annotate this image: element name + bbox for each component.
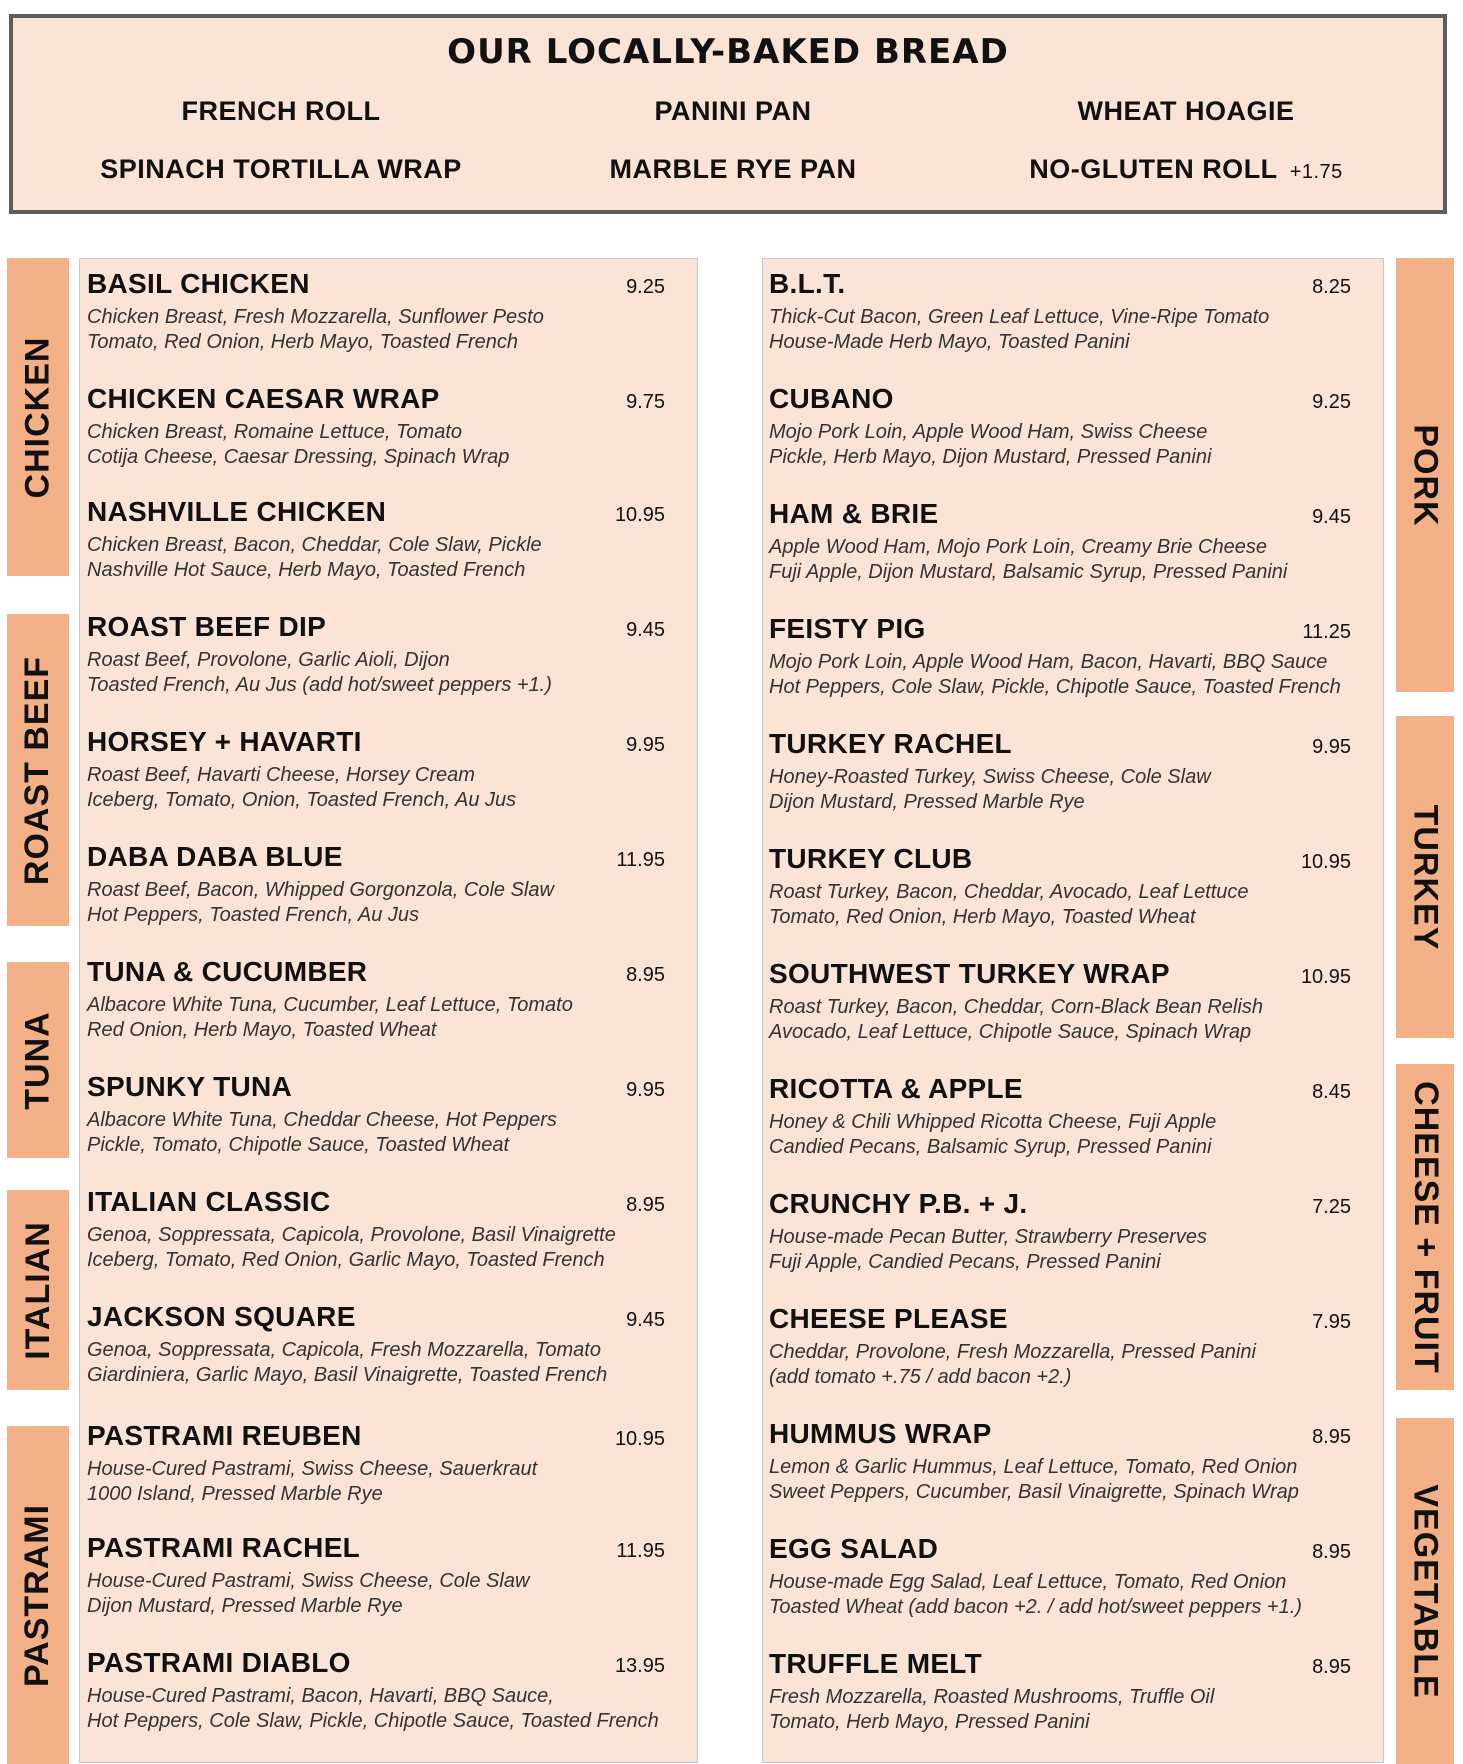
bread-title: OUR LOCALLY-BAKED BREAD — [447, 32, 1009, 72]
category-tab-pork — [1396, 258, 1454, 692]
item-description — [769, 1455, 1299, 1505]
menu-item-basil-chicken — [87, 268, 665, 378]
menu-item-feisty-pig — [769, 613, 1369, 723]
item-description-line: House-Cured Pastrami, Bacon, Havarti, BBQ Sauce, — [87, 1685, 554, 1707]
item-description-line: Red Onion, Herb Mayo, Toasted Wheat — [87, 1019, 437, 1041]
menu-item-tuna-cucumber — [87, 956, 665, 1066]
item-price: 9.75 — [626, 391, 665, 413]
item-name: SOUTHWEST TURKEY WRAP — [769, 958, 1170, 989]
menu-item-jackson-square — [87, 1301, 665, 1411]
item-price: 13.95 — [614, 1655, 665, 1677]
item-description-line: Cheddar, Provolone, Fresh Mozzarella, Pressed Panini — [769, 1341, 1256, 1363]
item-description-line: Chicken Breast, Romaine Lettuce, Tomato — [87, 421, 463, 443]
item-description — [769, 1685, 1214, 1735]
menu-item-horsey-havarti — [87, 726, 665, 836]
menu-item-blt — [769, 268, 1351, 378]
item-description-line: Toasted Wheat (add bacon +2. / add hot/sweet peppers +1.) — [769, 1596, 1302, 1618]
item-price: 11.95 — [616, 849, 665, 871]
item-name: TURKEY RACHEL — [769, 728, 1012, 759]
item-description-line: Avocado, Leaf Lettuce, Chipotle Sauce, Spinach Wrap — [769, 1021, 1252, 1043]
bread-label: NO-GLUTEN ROLL — [1029, 154, 1278, 184]
item-description-line: (add tomato +.75 / add bacon +2.) — [769, 1366, 1072, 1388]
bread-label: FRENCH ROLL — [181, 96, 381, 126]
item-name: HORSEY + HAVARTI — [87, 726, 362, 757]
item-description-line: Genoa, Soppressata, Capicola, Provolone, Basil Vinaigrette — [87, 1224, 616, 1246]
item-name: CHEESE PLEASE — [769, 1303, 1008, 1334]
item-description-line: Honey-Roasted Turkey, Swiss Cheese, Cole Slaw — [769, 766, 1211, 788]
item-description — [769, 650, 1341, 700]
item-name: DABA DABA BLUE — [87, 841, 343, 872]
item-description — [769, 305, 1269, 355]
item-description-line: Roast Beef, Bacon, Whipped Gorgonzola, Cole Slaw — [87, 879, 554, 901]
category-tab-tuna — [7, 962, 69, 1158]
item-name: RICOTTA & APPLE — [769, 1073, 1023, 1104]
bread-panini-pan — [654, 96, 811, 127]
category-label: ROAST BEEF — [18, 655, 57, 885]
item-description — [87, 533, 542, 583]
bread-options-box — [9, 14, 1447, 214]
item-name: PASTRAMI RACHEL — [87, 1532, 361, 1563]
item-price: 8.95 — [1312, 1541, 1351, 1563]
item-description — [87, 648, 552, 698]
item-description-line: Toasted French, Au Jus (add hot/sweet peppers +1.) — [87, 674, 552, 696]
item-price: 8.95 — [1312, 1656, 1351, 1678]
item-price: 9.95 — [1312, 736, 1351, 758]
item-description — [87, 878, 554, 928]
bread-wheat-hoagie — [1078, 96, 1295, 127]
item-description-line: House-Cured Pastrami, Swiss Cheese, Cole Slaw — [87, 1570, 530, 1592]
item-description — [87, 420, 509, 470]
menu-item-chicken-caesar-wrap — [87, 383, 665, 493]
item-description-line: House-Made Herb Mayo, Toasted Panini — [769, 331, 1130, 353]
category-tab-pastrami — [7, 1426, 69, 1764]
item-description-line: Tomato, Herb Mayo, Pressed Panini — [769, 1711, 1090, 1733]
item-description-line: Lemon & Garlic Hummus, Leaf Lettuce, Tomato, Red Onion — [769, 1456, 1298, 1478]
item-name: HAM & BRIE — [769, 498, 939, 529]
item-description-line: 1000 Island, Pressed Marble Rye — [87, 1483, 383, 1505]
menu-item-cubano — [769, 383, 1351, 493]
item-description-line: Fuji Apple, Candied Pecans, Pressed Panini — [769, 1251, 1161, 1273]
category-label: PASTRAMI — [18, 1503, 57, 1687]
item-description-line: Hot Peppers, Cole Slaw, Pickle, Chipotle Sauce, Toasted French — [769, 676, 1341, 698]
menu-item-truffle-melt — [769, 1648, 1351, 1758]
item-description-line: Mojo Pork Loin, Apple Wood Ham, Swiss Cheese — [769, 421, 1208, 443]
category-tab-roast-beef — [7, 614, 69, 926]
item-description-line: Tomato, Red Onion, Herb Mayo, Toasted Wheat — [769, 906, 1196, 928]
item-description — [769, 535, 1287, 585]
item-price: 10.95 — [614, 504, 665, 526]
item-description-line: House-made Pecan Butter, Strawberry Preserves — [769, 1226, 1207, 1248]
item-description-line: Candied Pecans, Balsamic Syrup, Pressed Panini — [769, 1136, 1212, 1158]
item-price: 9.95 — [626, 1079, 665, 1101]
item-description-line: Giardiniera, Garlic Mayo, Basil Vinaigrette, Toasted French — [87, 1364, 608, 1386]
item-description — [769, 1570, 1302, 1620]
item-name: ITALIAN CLASSIC — [87, 1186, 331, 1217]
item-description-line: Pickle, Tomato, Chipotle Sauce, Toasted Wheat — [87, 1134, 510, 1156]
item-description-line: Sweet Peppers, Cucumber, Basil Vinaigrette, Spinach Wrap — [769, 1481, 1299, 1503]
menu-item-spunky-tuna — [87, 1071, 665, 1181]
menu-item-hummus-wrap — [769, 1418, 1351, 1528]
item-description-line: Dijon Mustard, Pressed Marble Rye — [87, 1595, 403, 1617]
item-description-line: Honey & Chili Whipped Ricotta Cheese, Fuji Apple — [769, 1111, 1217, 1133]
menu-item-pastrami-diablo — [87, 1647, 665, 1757]
category-label: TURKEY — [1406, 804, 1445, 950]
menu-item-roast-beef-dip — [87, 611, 665, 721]
item-price: 10.95 — [1300, 851, 1351, 873]
item-price: 9.45 — [626, 1309, 665, 1331]
menu-item-southwest-turkey-wrap — [769, 958, 1351, 1068]
category-tab-cheese-fruit — [1396, 1064, 1454, 1390]
bread-spinach-wrap — [100, 154, 462, 185]
item-price: 8.95 — [626, 1194, 665, 1216]
item-description-line: Fuji Apple, Dijon Mustard, Balsamic Syrup, Pressed Panini — [769, 561, 1288, 583]
item-price: 7.25 — [1312, 1196, 1351, 1218]
item-description-line: Chicken Breast, Fresh Mozzarella, Sunflower Pesto — [87, 306, 544, 328]
menu-item-daba-daba-blue — [87, 841, 665, 951]
item-description-line: Thick-Cut Bacon, Green Leaf Lettuce, Vine-Ripe Tomato — [769, 306, 1270, 328]
item-price: 7.95 — [1312, 1311, 1351, 1333]
item-description — [769, 765, 1211, 815]
bread-marble-rye — [609, 154, 856, 185]
item-name: TUNA & CUCUMBER — [87, 956, 368, 987]
item-name: FEISTY PIG — [769, 613, 926, 644]
item-description-line: Albacore White Tuna, Cucumber, Leaf Lettuce, Tomato — [87, 994, 573, 1016]
item-description-line: Iceberg, Tomato, Red Onion, Garlic Mayo, Toasted French — [87, 1249, 605, 1271]
menu-item-pastrami-rachel — [87, 1532, 665, 1642]
bread-upcharge: +1.75 — [1289, 161, 1343, 183]
item-description — [87, 1684, 659, 1734]
item-description-line: Nashville Hot Sauce, Herb Mayo, Toasted French — [87, 559, 526, 581]
bread-label: WHEAT HOAGIE — [1077, 96, 1295, 126]
menu-item-cheese-please — [769, 1303, 1351, 1413]
category-label: CHEESE + FRUIT — [1406, 1080, 1445, 1374]
item-description-line: Albacore White Tuna, Cheddar Cheese, Hot Peppers — [87, 1109, 557, 1131]
category-tab-vegetable — [1396, 1418, 1454, 1764]
menu-item-nashville-chicken — [87, 496, 665, 606]
item-description-line: Hot Peppers, Toasted French, Au Jus — [87, 904, 420, 926]
item-price: 11.95 — [616, 1540, 665, 1562]
category-label: VEGETABLE — [1406, 1483, 1445, 1699]
item-description-line: House-made Egg Salad, Leaf Lettuce, Tomato, Red Onion — [769, 1571, 1287, 1593]
item-description — [769, 1340, 1256, 1390]
item-name: SPUNKY TUNA — [87, 1071, 293, 1102]
item-description — [87, 993, 573, 1043]
item-name: EGG SALAD — [769, 1533, 939, 1564]
item-description-line: Roast Beef, Provolone, Garlic Aioli, Dijon — [87, 649, 450, 671]
item-name: B.L.T. — [769, 268, 846, 299]
menu-item-ricotta-apple — [769, 1073, 1351, 1183]
category-label: TUNA — [18, 1010, 57, 1110]
item-description-line: Roast Turkey, Bacon, Cheddar, Corn-Black Bean Relish — [769, 996, 1263, 1018]
item-description-line: Pickle, Herb Mayo, Dijon Mustard, Pressed Panini — [769, 446, 1212, 468]
item-price: 11.25 — [1302, 621, 1351, 643]
item-description — [769, 1225, 1207, 1275]
bread-french-roll — [182, 96, 381, 127]
item-name: BASIL CHICKEN — [87, 268, 310, 299]
item-price: 8.95 — [626, 964, 665, 986]
bread-label: PANINI PAN — [654, 96, 812, 126]
category-tab-chicken — [7, 258, 69, 576]
item-name: ROAST BEEF DIP — [87, 611, 327, 642]
category-label: PORK — [1406, 423, 1445, 527]
item-description-line: Apple Wood Ham, Mojo Pork Loin, Creamy Brie Cheese — [769, 536, 1267, 558]
item-description — [87, 1108, 557, 1158]
item-price: 8.25 — [1312, 276, 1351, 298]
menu-item-pastrami-reuben — [87, 1420, 665, 1530]
item-price: 10.95 — [614, 1428, 665, 1450]
category-label: ITALIAN — [18, 1220, 57, 1360]
item-description — [769, 995, 1263, 1045]
item-description-line: Genoa, Soppressata, Capicola, Fresh Mozzarella, Tomato — [87, 1339, 601, 1361]
bread-label: SPINACH TORTILLA WRAP — [100, 154, 462, 184]
item-description-line: Chicken Breast, Bacon, Cheddar, Cole Slaw, Pickle — [87, 534, 542, 556]
item-description-line: Roast Beef, Havarti Cheese, Horsey Cream — [87, 764, 475, 786]
item-description — [769, 880, 1249, 930]
menu-item-turkey-rachel — [769, 728, 1351, 838]
item-price: 9.45 — [626, 619, 665, 641]
item-description — [769, 420, 1211, 470]
item-name: CUBANO — [769, 383, 894, 414]
item-price: 10.95 — [1300, 966, 1351, 988]
menu-item-italian-classic — [87, 1186, 665, 1296]
item-description — [87, 1223, 616, 1273]
item-name: JACKSON SQUARE — [87, 1301, 356, 1332]
item-price: 8.95 — [1312, 1426, 1351, 1448]
item-description — [87, 1569, 529, 1619]
item-name: CRUNCHY P.B. + J. — [769, 1188, 1028, 1219]
category-tab-turkey — [1396, 716, 1454, 1038]
item-name: HUMMUS WRAP — [769, 1418, 992, 1449]
item-name: PASTRAMI DIABLO — [87, 1647, 351, 1678]
item-description — [87, 305, 544, 355]
item-description — [87, 1457, 537, 1507]
item-name: PASTRAMI REUBEN — [87, 1420, 362, 1451]
item-description-line: Mojo Pork Loin, Apple Wood Ham, Bacon, Havarti, BBQ Sauce — [769, 651, 1328, 673]
item-description-line: Cotija Cheese, Caesar Dressing, Spinach Wrap — [87, 446, 510, 468]
item-price: 9.45 — [1312, 506, 1351, 528]
item-description — [87, 763, 516, 813]
item-description-line: House-Cured Pastrami, Swiss Cheese, Sauerkraut — [87, 1458, 538, 1480]
item-description-line: Fresh Mozzarella, Roasted Mushrooms, Truffle Oil — [769, 1686, 1215, 1708]
item-description-line: Tomato, Red Onion, Herb Mayo, Toasted French — [87, 331, 518, 353]
menu-item-ham-brie — [769, 498, 1351, 608]
bread-label: MARBLE RYE PAN — [609, 154, 857, 184]
menu-item-turkey-club — [769, 843, 1351, 953]
item-description — [769, 1110, 1216, 1160]
item-name: CHICKEN CAESAR WRAP — [87, 383, 440, 414]
item-name: TRUFFLE MELT — [769, 1648, 983, 1679]
item-description-line: Roast Turkey, Bacon, Cheddar, Avocado, Leaf Lettuce — [769, 881, 1249, 903]
item-price: 9.95 — [626, 734, 665, 756]
menu-item-egg-salad — [769, 1533, 1351, 1643]
item-description-line: Hot Peppers, Cole Slaw, Pickle, Chipotle Sauce, Toasted French — [87, 1710, 659, 1732]
item-description-line: Dijon Mustard, Pressed Marble Rye — [769, 791, 1085, 813]
bread-no-gluten-roll — [1029, 154, 1343, 185]
item-price: 8.45 — [1312, 1081, 1351, 1103]
item-price: 9.25 — [1312, 391, 1351, 413]
item-name: TURKEY CLUB — [769, 843, 973, 874]
menu-item-crunchy-pb-j — [769, 1188, 1351, 1298]
category-label: CHICKEN — [18, 336, 57, 498]
item-description — [87, 1338, 607, 1388]
item-name: NASHVILLE CHICKEN — [87, 496, 387, 527]
category-tab-italian — [7, 1190, 69, 1390]
item-price: 9.25 — [626, 276, 665, 298]
item-description-line: Iceberg, Tomato, Onion, Toasted French, Au Jus — [87, 789, 517, 811]
